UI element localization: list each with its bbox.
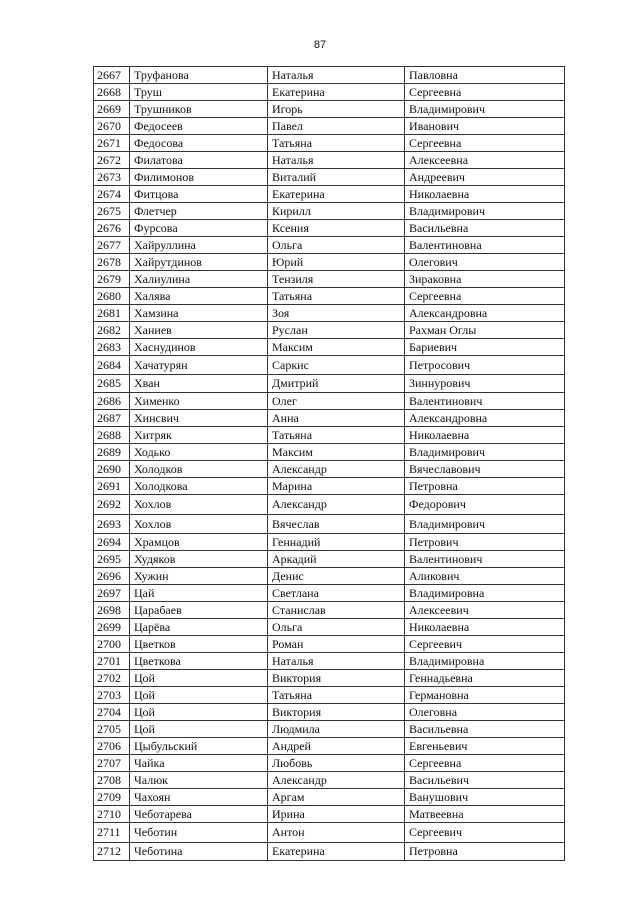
row-number: 2702 (94, 670, 130, 687)
table-row (94, 375, 565, 393)
first-name-cell: Любовь (268, 755, 405, 772)
row-number: 2684 (94, 356, 130, 375)
table-row (94, 534, 565, 551)
surname-cell: Цой (130, 670, 268, 687)
table-row (94, 393, 565, 410)
surname-cell: Филатова (130, 152, 268, 169)
patronymic-cell: Петровна (405, 843, 565, 861)
first-name-cell: Роман (268, 636, 405, 653)
table-row (94, 101, 565, 118)
first-name-cell: Екатерина (268, 843, 405, 861)
patronymic-cell: Федорович (405, 495, 565, 515)
patronymic-cell: Евгеньевич (405, 738, 565, 755)
first-name-cell: Олег (268, 393, 405, 410)
names-table-body (94, 67, 565, 861)
first-name-cell: Татьяна (268, 288, 405, 305)
first-name-cell: Екатерина (268, 186, 405, 203)
first-name-cell: Юрий (268, 254, 405, 271)
table-row (94, 755, 565, 772)
table-row (94, 772, 565, 789)
surname-cell: Холодков (130, 461, 268, 478)
table-row (94, 67, 565, 84)
first-name-cell: Наталья (268, 67, 405, 84)
first-name-cell: Кирилл (268, 203, 405, 220)
row-number: 2705 (94, 721, 130, 738)
first-name-cell: Игорь (268, 101, 405, 118)
surname-cell: Филимонов (130, 169, 268, 186)
first-name-cell: Павел (268, 118, 405, 135)
surname-cell: Чайка (130, 755, 268, 772)
patronymic-cell: Александровна (405, 305, 565, 322)
first-name-cell: Татьяна (268, 687, 405, 704)
row-number: 2678 (94, 254, 130, 271)
patronymic-cell: Бариевич (405, 339, 565, 356)
row-number: 2680 (94, 288, 130, 305)
table-row (94, 636, 565, 653)
table-row (94, 444, 565, 461)
row-number: 2709 (94, 789, 130, 806)
patronymic-cell: Алексеевич (405, 602, 565, 619)
first-name-cell: Александр (268, 495, 405, 515)
first-name-cell: Екатерина (268, 84, 405, 101)
patronymic-cell: Васильевна (405, 220, 565, 237)
row-number: 2693 (94, 515, 130, 534)
first-name-cell: Александр (268, 772, 405, 789)
first-name-cell: Анна (268, 410, 405, 427)
surname-cell: Храмцов (130, 534, 268, 551)
table-row (94, 619, 565, 636)
row-number: 2699 (94, 619, 130, 636)
surname-cell: Халява (130, 288, 268, 305)
table-row (94, 568, 565, 585)
first-name-cell: Наталья (268, 653, 405, 670)
row-number: 2697 (94, 585, 130, 602)
surname-cell: Хачатурян (130, 356, 268, 375)
patronymic-cell: Матвеевна (405, 806, 565, 823)
table-row (94, 271, 565, 288)
row-number: 2670 (94, 118, 130, 135)
first-name-cell: Денис (268, 568, 405, 585)
surname-cell: Чеботин (130, 823, 268, 843)
table-row (94, 515, 565, 534)
row-number: 2695 (94, 551, 130, 568)
table-row (94, 495, 565, 515)
surname-cell: Царёва (130, 619, 268, 636)
table-row (94, 461, 565, 478)
surname-cell: Флетчер (130, 203, 268, 220)
table-row (94, 169, 565, 186)
first-name-cell: Геннадий (268, 534, 405, 551)
table-row (94, 602, 565, 619)
row-number: 2703 (94, 687, 130, 704)
patronymic-cell: Владимирович (405, 203, 565, 220)
patronymic-cell: Вячеславович (405, 461, 565, 478)
surname-cell: Халиулина (130, 271, 268, 288)
row-number: 2691 (94, 478, 130, 495)
table-row (94, 551, 565, 568)
row-number: 2711 (94, 823, 130, 843)
surname-cell: Чалюк (130, 772, 268, 789)
patronymic-cell: Николаевна (405, 186, 565, 203)
row-number: 2701 (94, 653, 130, 670)
table-row (94, 670, 565, 687)
table-row (94, 220, 565, 237)
patronymic-cell: Владимирович (405, 515, 565, 534)
row-number: 2682 (94, 322, 130, 339)
table-row (94, 843, 565, 861)
first-name-cell: Зоя (268, 305, 405, 322)
patronymic-cell: Рахман Оглы (405, 322, 565, 339)
patronymic-cell: Петровна (405, 478, 565, 495)
patronymic-cell: Геннадьевна (405, 670, 565, 687)
surname-cell: Труфанова (130, 67, 268, 84)
table-row (94, 305, 565, 322)
row-number: 2707 (94, 755, 130, 772)
table-row (94, 186, 565, 203)
surname-cell: Цветкова (130, 653, 268, 670)
surname-cell: Ходько (130, 444, 268, 461)
patronymic-cell: Зиннурович (405, 375, 565, 393)
first-name-cell: Руслан (268, 322, 405, 339)
surname-cell: Федосеев (130, 118, 268, 135)
first-name-cell: Виктория (268, 670, 405, 687)
row-number: 2704 (94, 704, 130, 721)
surname-cell: Чеботарева (130, 806, 268, 823)
first-name-cell: Дмитрий (268, 375, 405, 393)
row-number: 2671 (94, 135, 130, 152)
row-number: 2677 (94, 237, 130, 254)
surname-cell: Хохлов (130, 515, 268, 534)
patronymic-cell: Николаевна (405, 619, 565, 636)
patronymic-cell: Сергеевна (405, 84, 565, 101)
table-row (94, 738, 565, 755)
patronymic-cell: Валентинович (405, 551, 565, 568)
patronymic-cell: Сергеевич (405, 823, 565, 843)
row-number: 2698 (94, 602, 130, 619)
row-number: 2679 (94, 271, 130, 288)
patronymic-cell: Валентинович (405, 393, 565, 410)
row-number: 2668 (94, 84, 130, 101)
surname-cell: Хаснудинов (130, 339, 268, 356)
patronymic-cell: Васильевич (405, 772, 565, 789)
surname-cell: Ханиев (130, 322, 268, 339)
table-row (94, 254, 565, 271)
first-name-cell: Саркис (268, 356, 405, 375)
surname-cell: Цой (130, 687, 268, 704)
patronymic-cell: Олегович (405, 254, 565, 271)
patronymic-cell: Валентиновна (405, 237, 565, 254)
table-row (94, 322, 565, 339)
row-number: 2689 (94, 444, 130, 461)
patronymic-cell: Петрович (405, 534, 565, 551)
row-number: 2687 (94, 410, 130, 427)
surname-cell: Хинсвич (130, 410, 268, 427)
patronymic-cell: Германовна (405, 687, 565, 704)
row-number: 2669 (94, 101, 130, 118)
row-number: 2706 (94, 738, 130, 755)
table-row (94, 427, 565, 444)
patronymic-cell: Владимирович (405, 101, 565, 118)
surname-cell: Хохлов (130, 495, 268, 515)
surname-cell: Чеботина (130, 843, 268, 861)
table-row (94, 806, 565, 823)
row-number: 2708 (94, 772, 130, 789)
row-number: 2681 (94, 305, 130, 322)
first-name-cell: Вячеслав (268, 515, 405, 534)
row-number: 2675 (94, 203, 130, 220)
first-name-cell: Максим (268, 339, 405, 356)
names-table (93, 66, 565, 861)
patronymic-cell: Андреевич (405, 169, 565, 186)
surname-cell: Хужин (130, 568, 268, 585)
row-number: 2676 (94, 220, 130, 237)
surname-cell: Цыбульский (130, 738, 268, 755)
patronymic-cell: Владимировна (405, 653, 565, 670)
patronymic-cell: Петросович (405, 356, 565, 375)
row-number: 2710 (94, 806, 130, 823)
patronymic-cell: Сергеевна (405, 288, 565, 305)
surname-cell: Хименко (130, 393, 268, 410)
table-row (94, 339, 565, 356)
surname-cell: Федосова (130, 135, 268, 152)
first-name-cell: Станислав (268, 602, 405, 619)
first-name-cell: Татьяна (268, 427, 405, 444)
first-name-cell: Александр (268, 461, 405, 478)
table-row (94, 789, 565, 806)
table-row (94, 687, 565, 704)
surname-cell: Хайруллина (130, 237, 268, 254)
table-row (94, 152, 565, 169)
patronymic-cell: Павловна (405, 67, 565, 84)
row-number: 2688 (94, 427, 130, 444)
patronymic-cell: Зираковна (405, 271, 565, 288)
row-number: 2685 (94, 375, 130, 393)
first-name-cell: Аркадий (268, 551, 405, 568)
first-name-cell: Ольга (268, 619, 405, 636)
table-row (94, 203, 565, 220)
row-number: 2673 (94, 169, 130, 186)
first-name-cell: Ольга (268, 237, 405, 254)
surname-cell: Цой (130, 704, 268, 721)
surname-cell: Фитцова (130, 186, 268, 203)
patronymic-cell: Владимировна (405, 585, 565, 602)
surname-cell: Труш (130, 84, 268, 101)
first-name-cell: Ирина (268, 806, 405, 823)
first-name-cell: Татьяна (268, 135, 405, 152)
first-name-cell: Наталья (268, 152, 405, 169)
row-number: 2694 (94, 534, 130, 551)
surname-cell: Цветков (130, 636, 268, 653)
first-name-cell: Людмила (268, 721, 405, 738)
patronymic-cell: Владимирович (405, 444, 565, 461)
table-row (94, 823, 565, 843)
table-row (94, 585, 565, 602)
surname-cell: Чахоян (130, 789, 268, 806)
table-row (94, 288, 565, 305)
row-number: 2683 (94, 339, 130, 356)
first-name-cell: Виталий (268, 169, 405, 186)
patronymic-cell: Сергеевна (405, 135, 565, 152)
patronymic-cell: Сергеевна (405, 755, 565, 772)
table-row (94, 118, 565, 135)
surname-cell: Хамзина (130, 305, 268, 322)
table-row (94, 653, 565, 670)
surname-cell: Хитряк (130, 427, 268, 444)
row-number: 2690 (94, 461, 130, 478)
surname-cell: Хван (130, 375, 268, 393)
first-name-cell: Ксения (268, 220, 405, 237)
page-number: 87 (313, 39, 327, 51)
row-number: 2700 (94, 636, 130, 653)
table-row (94, 721, 565, 738)
row-number: 2667 (94, 67, 130, 84)
surname-cell: Худяков (130, 551, 268, 568)
table-row (94, 135, 565, 152)
patronymic-cell: Алексеевна (405, 152, 565, 169)
surname-cell: Трушников (130, 101, 268, 118)
patronymic-cell: Сергеевич (405, 636, 565, 653)
first-name-cell: Светлана (268, 585, 405, 602)
patronymic-cell: Иванович (405, 118, 565, 135)
patronymic-cell: Аликович (405, 568, 565, 585)
surname-cell: Хайрутдинов (130, 254, 268, 271)
patronymic-cell: Ванушович (405, 789, 565, 806)
first-name-cell: Марина (268, 478, 405, 495)
table-row (94, 84, 565, 101)
row-number: 2674 (94, 186, 130, 203)
patronymic-cell: Александровна (405, 410, 565, 427)
patronymic-cell: Васильевна (405, 721, 565, 738)
row-number: 2712 (94, 843, 130, 861)
first-name-cell: Виктория (268, 704, 405, 721)
patronymic-cell: Олеговна (405, 704, 565, 721)
surname-cell: Цай (130, 585, 268, 602)
table-row (94, 237, 565, 254)
first-name-cell: Тензиля (268, 271, 405, 288)
row-number: 2672 (94, 152, 130, 169)
row-number: 2692 (94, 495, 130, 515)
first-name-cell: Аргам (268, 789, 405, 806)
table-row (94, 704, 565, 721)
surname-cell: Фурсова (130, 220, 268, 237)
patronymic-cell: Николаевна (405, 427, 565, 444)
table-row (94, 356, 565, 375)
table-row (94, 478, 565, 495)
row-number: 2686 (94, 393, 130, 410)
first-name-cell: Антон (268, 823, 405, 843)
surname-cell: Царабаев (130, 602, 268, 619)
surname-cell: Цой (130, 721, 268, 738)
first-name-cell: Максим (268, 444, 405, 461)
surname-cell: Холодкова (130, 478, 268, 495)
row-number: 2696 (94, 568, 130, 585)
first-name-cell: Андрей (268, 738, 405, 755)
table-row (94, 410, 565, 427)
